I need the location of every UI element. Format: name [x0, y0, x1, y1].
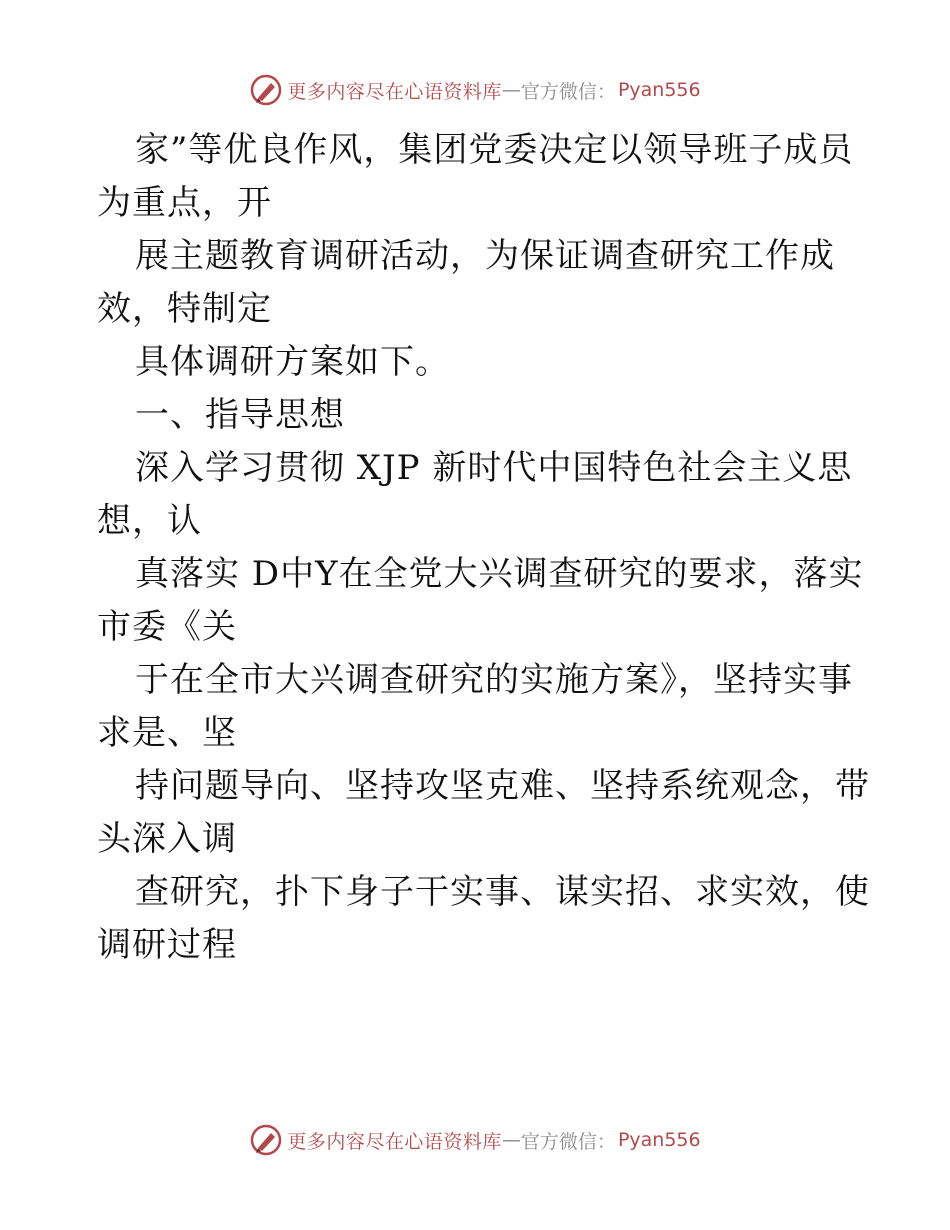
text-line: 持问题导向、坚持攻坚克难、坚持系统观念，带: [135, 766, 870, 806]
text-line: 具体调研方案如下。: [135, 342, 450, 382]
text-line: 想，认: [97, 501, 202, 541]
header-watermark: [0, 72, 950, 108]
watermark-wechat-label: 官方微信：: [520, 1130, 616, 1153]
text-line: 展主题教育调研活动，为保证调查研究工作成: [135, 236, 835, 276]
section-heading: 一、指导思想: [135, 395, 345, 435]
footer-watermark: [0, 1122, 950, 1158]
text-line: 头深入调: [97, 819, 237, 859]
watermark-wechat-id: Pyan556: [617, 79, 701, 101]
watermark-dash: —: [501, 79, 521, 101]
text-line: 效，特制定: [97, 289, 272, 329]
text-line: 市委《关: [97, 607, 237, 647]
text-line: 为重点，开: [97, 183, 272, 223]
text-line: 求是、坚: [97, 713, 237, 753]
text-line: 查研究，扑下身子干实事、谋实招、求实效，使: [135, 872, 870, 912]
text-line: 真落实 D中Y在全党大兴调查研究的要求，落实: [135, 554, 864, 594]
text-line: 家”等优良作风，集团党委决定以领导班子成员: [135, 130, 854, 170]
text-line: 深入学习贯彻 XJP 新时代中国特色社会主义思: [135, 448, 853, 488]
watermark-wechat-id: Pyan556: [617, 1129, 701, 1151]
pen-logo-icon: [249, 1123, 283, 1157]
text-line: 调研过程: [97, 925, 237, 965]
watermark-brand: 更多内容尽在心语资料库: [287, 1130, 502, 1153]
pen-logo-icon: [249, 73, 283, 107]
watermark-dash: —: [501, 1129, 521, 1151]
text-line: 于在全市大兴调查研究的实施方案》，坚持实事: [135, 660, 853, 700]
watermark-brand: 更多内容尽在心语资料库: [287, 80, 502, 103]
watermark-wechat-label: 官方微信：: [520, 80, 616, 103]
document-body: [97, 124, 870, 972]
